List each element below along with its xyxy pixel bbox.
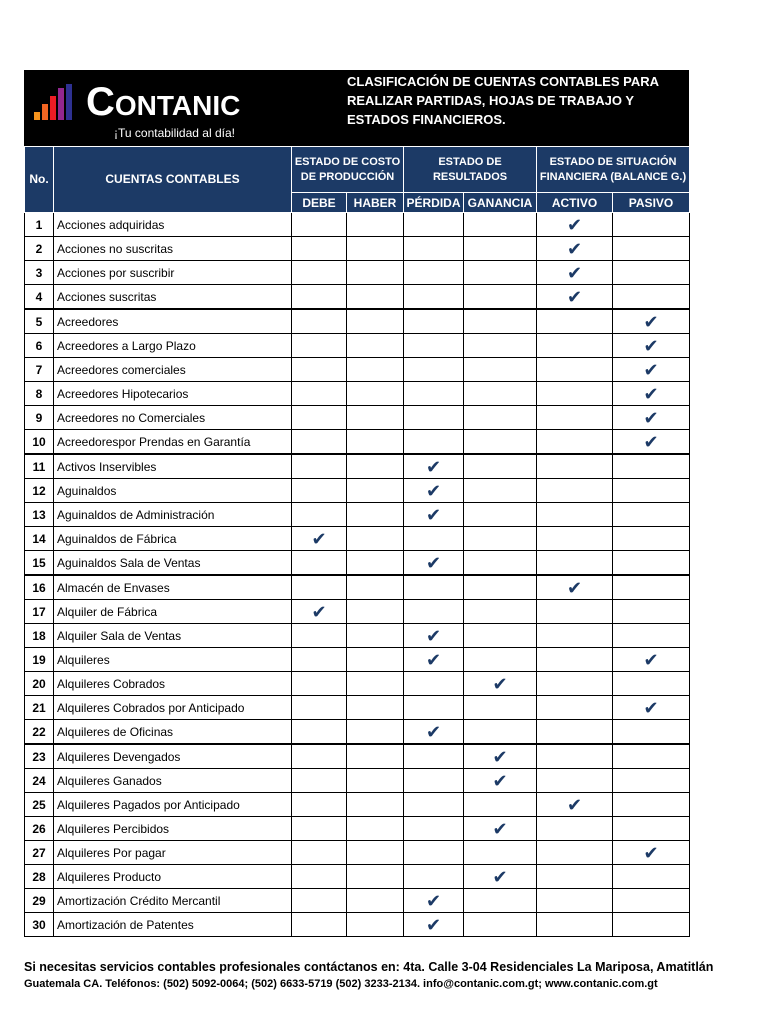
cell-debe — [292, 285, 347, 310]
cell-haber — [347, 285, 404, 310]
cell-haber — [347, 600, 404, 624]
cell-activo — [537, 624, 613, 648]
classification-sheet — [24, 70, 689, 937]
cell-debe — [292, 454, 347, 479]
cell-debe — [292, 503, 347, 527]
cell-activo — [537, 309, 613, 334]
header-perdida: PÉRDIDA — [404, 193, 464, 213]
cell-ganancia — [464, 237, 537, 261]
cell-activo — [537, 648, 613, 672]
header-cuentas: CUENTAS CONTABLES — [54, 147, 292, 213]
check-activo-icon: ✔ — [537, 261, 613, 285]
table-row — [25, 889, 690, 913]
cell-haber — [347, 793, 404, 817]
cell-haber — [347, 430, 404, 455]
table-row — [25, 479, 690, 503]
cell-perdida — [404, 430, 464, 455]
cell-haber — [347, 334, 404, 358]
cell-haber — [347, 237, 404, 261]
cell-perdida — [404, 334, 464, 358]
cell-debe — [292, 479, 347, 503]
check-activo-icon: ✔ — [537, 213, 613, 237]
table-row — [25, 841, 690, 865]
accounts-table-body — [25, 213, 690, 937]
account-name: Amortización Crédito Mercantil — [54, 889, 292, 913]
row-number: 3 — [25, 261, 54, 285]
check-perdida-icon: ✔ — [404, 624, 464, 648]
check-perdida-icon: ✔ — [404, 720, 464, 745]
cell-debe — [292, 213, 347, 237]
account-name: Alquileres de Oficinas — [54, 720, 292, 745]
account-name: Alquileres Devengados — [54, 744, 292, 769]
cell-ganancia — [464, 720, 537, 745]
table-row — [25, 285, 690, 310]
account-name: Aguinaldos — [54, 479, 292, 503]
cell-pasivo — [613, 285, 690, 310]
check-debe-icon: ✔ — [292, 600, 347, 624]
check-pasivo-icon: ✔ — [613, 309, 690, 334]
cell-haber — [347, 696, 404, 720]
cell-debe — [292, 672, 347, 696]
cell-debe — [292, 817, 347, 841]
cell-perdida — [404, 261, 464, 285]
row-number: 1 — [25, 213, 54, 237]
table-row — [25, 213, 690, 237]
table-row — [25, 261, 690, 285]
cell-pasivo — [613, 454, 690, 479]
logo-wordmark: Contanic — [86, 80, 241, 124]
cell-perdida — [404, 769, 464, 793]
footer-line-2: Guatemala CA. Teléfonos: (502) 5092-0064; (502) 6633-5719 (502) 3233-2134. info@contanic.com.gt; www.contanic.com.gt — [24, 978, 658, 990]
cell-debe — [292, 575, 347, 600]
table-row — [25, 648, 690, 672]
cell-haber — [347, 358, 404, 382]
cell-haber — [347, 624, 404, 648]
cell-ganancia — [464, 479, 537, 503]
account-name: Alquileres Percibidos — [54, 817, 292, 841]
header-haber: HABER — [347, 193, 404, 213]
check-ganancia-icon: ✔ — [464, 865, 537, 889]
cell-debe — [292, 841, 347, 865]
cell-ganancia — [464, 358, 537, 382]
cell-activo — [537, 696, 613, 720]
cell-haber — [347, 817, 404, 841]
cell-debe — [292, 358, 347, 382]
cell-ganancia — [464, 454, 537, 479]
cell-pasivo — [613, 551, 690, 576]
cell-debe — [292, 720, 347, 745]
header-estado-resultados: ESTADO DE RESULTADOS — [404, 147, 537, 193]
cell-debe — [292, 865, 347, 889]
account-name: Acreedorespor Prendas en Garantía — [54, 430, 292, 455]
row-number: 25 — [25, 793, 54, 817]
cell-haber — [347, 841, 404, 865]
check-pasivo-icon: ✔ — [613, 382, 690, 406]
cell-ganancia — [464, 285, 537, 310]
table-row — [25, 744, 690, 769]
table-row — [25, 454, 690, 479]
cell-activo — [537, 744, 613, 769]
cell-pasivo — [613, 575, 690, 600]
cell-pasivo — [613, 213, 690, 237]
cell-ganancia — [464, 551, 537, 576]
cell-perdida — [404, 744, 464, 769]
row-number: 19 — [25, 648, 54, 672]
cell-pasivo — [613, 261, 690, 285]
cell-activo — [537, 406, 613, 430]
row-number: 22 — [25, 720, 54, 745]
cell-haber — [347, 769, 404, 793]
cell-activo — [537, 358, 613, 382]
cell-debe — [292, 261, 347, 285]
cell-debe — [292, 913, 347, 937]
cell-pasivo — [613, 865, 690, 889]
footer-line-1: Si necesitas servicios contables profesionales contáctanos en: 4ta. Calle 3-04 Residenciales La Mariposa, Amatitlán — [24, 960, 714, 974]
row-number: 27 — [25, 841, 54, 865]
cell-debe — [292, 309, 347, 334]
cell-ganancia — [464, 624, 537, 648]
check-ganancia-icon: ✔ — [464, 744, 537, 769]
cell-debe — [292, 334, 347, 358]
cell-pasivo — [613, 503, 690, 527]
cell-perdida — [404, 575, 464, 600]
cell-ganancia — [464, 527, 537, 551]
header-debe: DEBE — [292, 193, 347, 213]
row-number: 26 — [25, 817, 54, 841]
header-ganancia: GANANCIA — [464, 193, 537, 213]
cell-perdida — [404, 527, 464, 551]
table-row — [25, 720, 690, 745]
cell-activo — [537, 382, 613, 406]
cell-pasivo — [613, 237, 690, 261]
table-row — [25, 769, 690, 793]
header-pasivo: PASIVO — [613, 193, 690, 213]
cell-perdida — [404, 309, 464, 334]
cell-debe — [292, 744, 347, 769]
table-row — [25, 430, 690, 455]
row-number: 13 — [25, 503, 54, 527]
table-row — [25, 551, 690, 576]
check-perdida-icon: ✔ — [404, 454, 464, 479]
cell-haber — [347, 527, 404, 551]
table-row — [25, 600, 690, 624]
account-name: Alquileres Pagados por Anticipado — [54, 793, 292, 817]
cell-ganancia — [464, 309, 537, 334]
cell-activo — [537, 600, 613, 624]
cell-ganancia — [464, 913, 537, 937]
cell-haber — [347, 309, 404, 334]
table-row — [25, 237, 690, 261]
cell-perdida — [404, 358, 464, 382]
check-perdida-icon: ✔ — [404, 648, 464, 672]
cell-perdida — [404, 841, 464, 865]
table-row — [25, 624, 690, 648]
cell-activo — [537, 720, 613, 745]
cell-ganancia — [464, 382, 537, 406]
cell-pasivo — [613, 672, 690, 696]
cell-haber — [347, 744, 404, 769]
table-row — [25, 865, 690, 889]
cell-perdida — [404, 285, 464, 310]
cell-activo — [537, 527, 613, 551]
cell-ganancia — [464, 600, 537, 624]
check-activo-icon: ✔ — [537, 285, 613, 310]
check-pasivo-icon: ✔ — [613, 696, 690, 720]
row-number: 12 — [25, 479, 54, 503]
account-name: Acciones por suscribir — [54, 261, 292, 285]
cell-haber — [347, 406, 404, 430]
cell-pasivo — [613, 600, 690, 624]
cell-perdida — [404, 696, 464, 720]
check-pasivo-icon: ✔ — [613, 358, 690, 382]
check-pasivo-icon: ✔ — [613, 648, 690, 672]
bar-chart-logo-icon — [34, 84, 76, 120]
check-pasivo-icon: ✔ — [613, 334, 690, 358]
account-name: Alquiler de Fábrica — [54, 600, 292, 624]
cell-perdida — [404, 382, 464, 406]
cell-debe — [292, 793, 347, 817]
cell-ganancia — [464, 889, 537, 913]
contact-footer — [24, 960, 744, 990]
account-name: Acciones adquiridas — [54, 213, 292, 237]
cell-perdida — [404, 600, 464, 624]
cell-ganancia — [464, 841, 537, 865]
account-name: Aguinaldos de Administración — [54, 503, 292, 527]
cell-activo — [537, 913, 613, 937]
account-name: Alquileres Producto — [54, 865, 292, 889]
account-name: Alquileres — [54, 648, 292, 672]
cell-activo — [537, 865, 613, 889]
cell-activo — [537, 479, 613, 503]
check-ganancia-icon: ✔ — [464, 672, 537, 696]
check-debe-icon: ✔ — [292, 527, 347, 551]
check-pasivo-icon: ✔ — [613, 406, 690, 430]
cell-ganancia — [464, 213, 537, 237]
contanic-logo — [24, 70, 291, 146]
cell-perdida — [404, 213, 464, 237]
cell-pasivo — [613, 889, 690, 913]
table-row — [25, 406, 690, 430]
row-number: 2 — [25, 237, 54, 261]
row-number: 10 — [25, 430, 54, 455]
cell-pasivo — [613, 793, 690, 817]
cell-perdida — [404, 406, 464, 430]
cell-ganancia — [464, 261, 537, 285]
cell-perdida — [404, 793, 464, 817]
check-perdida-icon: ✔ — [404, 889, 464, 913]
row-number: 29 — [25, 889, 54, 913]
check-ganancia-icon: ✔ — [464, 817, 537, 841]
table-row — [25, 503, 690, 527]
cell-activo — [537, 430, 613, 455]
account-name: Alquiler Sala de Ventas — [54, 624, 292, 648]
account-name: Aguinaldos Sala de Ventas — [54, 551, 292, 576]
cell-haber — [347, 913, 404, 937]
row-number: 30 — [25, 913, 54, 937]
cell-pasivo — [613, 913, 690, 937]
cell-perdida — [404, 865, 464, 889]
cell-haber — [347, 551, 404, 576]
accounts-table — [24, 146, 690, 937]
cell-pasivo — [613, 720, 690, 745]
cell-haber — [347, 213, 404, 237]
cell-ganancia — [464, 334, 537, 358]
cell-haber — [347, 865, 404, 889]
cell-perdida — [404, 237, 464, 261]
cell-debe — [292, 624, 347, 648]
table-row — [25, 527, 690, 551]
cell-haber — [347, 454, 404, 479]
header-no: No. — [25, 147, 54, 213]
row-number: 17 — [25, 600, 54, 624]
cell-ganancia — [464, 793, 537, 817]
cell-perdida — [404, 817, 464, 841]
cell-activo — [537, 769, 613, 793]
cell-ganancia — [464, 648, 537, 672]
account-name: Acreedores comerciales — [54, 358, 292, 382]
table-row — [25, 334, 690, 358]
cell-pasivo — [613, 527, 690, 551]
header-activo: ACTIVO — [537, 193, 613, 213]
row-number: 15 — [25, 551, 54, 576]
table-row — [25, 672, 690, 696]
cell-pasivo — [613, 744, 690, 769]
cell-debe — [292, 889, 347, 913]
row-number: 28 — [25, 865, 54, 889]
check-activo-icon: ✔ — [537, 793, 613, 817]
cell-ganancia — [464, 430, 537, 455]
row-number: 16 — [25, 575, 54, 600]
check-perdida-icon: ✔ — [404, 479, 464, 503]
cell-pasivo — [613, 769, 690, 793]
cell-haber — [347, 648, 404, 672]
cell-debe — [292, 382, 347, 406]
cell-activo — [537, 841, 613, 865]
cell-pasivo — [613, 624, 690, 648]
account-name: Amortización de Patentes — [54, 913, 292, 937]
row-number: 8 — [25, 382, 54, 406]
table-row — [25, 309, 690, 334]
cell-ganancia — [464, 575, 537, 600]
account-name: Activos Inservibles — [54, 454, 292, 479]
cell-pasivo — [613, 817, 690, 841]
account-name: Acciones no suscritas — [54, 237, 292, 261]
row-number: 7 — [25, 358, 54, 382]
check-activo-icon: ✔ — [537, 237, 613, 261]
table-row — [25, 358, 690, 382]
table-row — [25, 382, 690, 406]
cell-ganancia — [464, 696, 537, 720]
account-name: Acreedores Hipotecarios — [54, 382, 292, 406]
cell-activo — [537, 889, 613, 913]
cell-ganancia — [464, 406, 537, 430]
account-name: Aguinaldos de Fábrica — [54, 527, 292, 551]
cell-haber — [347, 479, 404, 503]
cell-haber — [347, 382, 404, 406]
cell-activo — [537, 672, 613, 696]
cell-haber — [347, 261, 404, 285]
title-line: CLASIFICACIÓN DE CUENTAS CONTABLES PARA — [347, 74, 659, 89]
cell-debe — [292, 430, 347, 455]
cell-debe — [292, 648, 347, 672]
account-name: Alquileres Por pagar — [54, 841, 292, 865]
row-number: 9 — [25, 406, 54, 430]
account-name: Acreedores a Largo Plazo — [54, 334, 292, 358]
table-row — [25, 575, 690, 600]
row-number: 24 — [25, 769, 54, 793]
account-name: Acreedores no Comerciales — [54, 406, 292, 430]
table-row — [25, 817, 690, 841]
title-line: ESTADOS FINANCIEROS. — [347, 112, 506, 127]
cell-debe — [292, 769, 347, 793]
cell-haber — [347, 889, 404, 913]
cell-perdida — [404, 672, 464, 696]
row-number: 18 — [25, 624, 54, 648]
header-costo-produccion: ESTADO DE COSTO DE PRODUCCIÓN — [292, 147, 404, 193]
logo-tagline: ¡Tu contabilidad al día! — [114, 126, 235, 140]
row-number: 11 — [25, 454, 54, 479]
cell-debe — [292, 551, 347, 576]
check-perdida-icon: ✔ — [404, 913, 464, 937]
cell-debe — [292, 406, 347, 430]
cell-activo — [537, 334, 613, 358]
row-number: 21 — [25, 696, 54, 720]
row-number: 6 — [25, 334, 54, 358]
account-name: Acreedores — [54, 309, 292, 334]
account-name: Alquileres Cobrados por Anticipado — [54, 696, 292, 720]
title-line: REALIZAR PARTIDAS, HOJAS DE TRABAJO Y — [347, 93, 634, 108]
header-situacion-financiera: ESTADO DE SITUACIÓN FINANCIERA (BALANCE G.) — [537, 147, 690, 193]
row-number: 20 — [25, 672, 54, 696]
cell-pasivo — [613, 479, 690, 503]
account-name: Alquileres Ganados — [54, 769, 292, 793]
check-ganancia-icon: ✔ — [464, 769, 537, 793]
check-perdida-icon: ✔ — [404, 551, 464, 576]
check-perdida-icon: ✔ — [404, 503, 464, 527]
row-number: 23 — [25, 744, 54, 769]
check-pasivo-icon: ✔ — [613, 841, 690, 865]
account-name: Alquileres Cobrados — [54, 672, 292, 696]
cell-activo — [537, 454, 613, 479]
account-name: Almacén de Envases — [54, 575, 292, 600]
cell-haber — [347, 575, 404, 600]
check-pasivo-icon: ✔ — [613, 430, 690, 455]
cell-activo — [537, 817, 613, 841]
cell-debe — [292, 237, 347, 261]
cell-haber — [347, 720, 404, 745]
account-name: Acciones suscritas — [54, 285, 292, 310]
row-number: 5 — [25, 309, 54, 334]
table-row — [25, 913, 690, 937]
cell-debe — [292, 696, 347, 720]
check-activo-icon: ✔ — [537, 575, 613, 600]
cell-haber — [347, 503, 404, 527]
table-row — [25, 696, 690, 720]
row-number: 4 — [25, 285, 54, 310]
table-row — [25, 793, 690, 817]
cell-ganancia — [464, 503, 537, 527]
cell-activo — [537, 503, 613, 527]
row-number: 14 — [25, 527, 54, 551]
page-title — [291, 70, 689, 146]
header-banner — [24, 70, 689, 146]
cell-activo — [537, 551, 613, 576]
cell-haber — [347, 672, 404, 696]
